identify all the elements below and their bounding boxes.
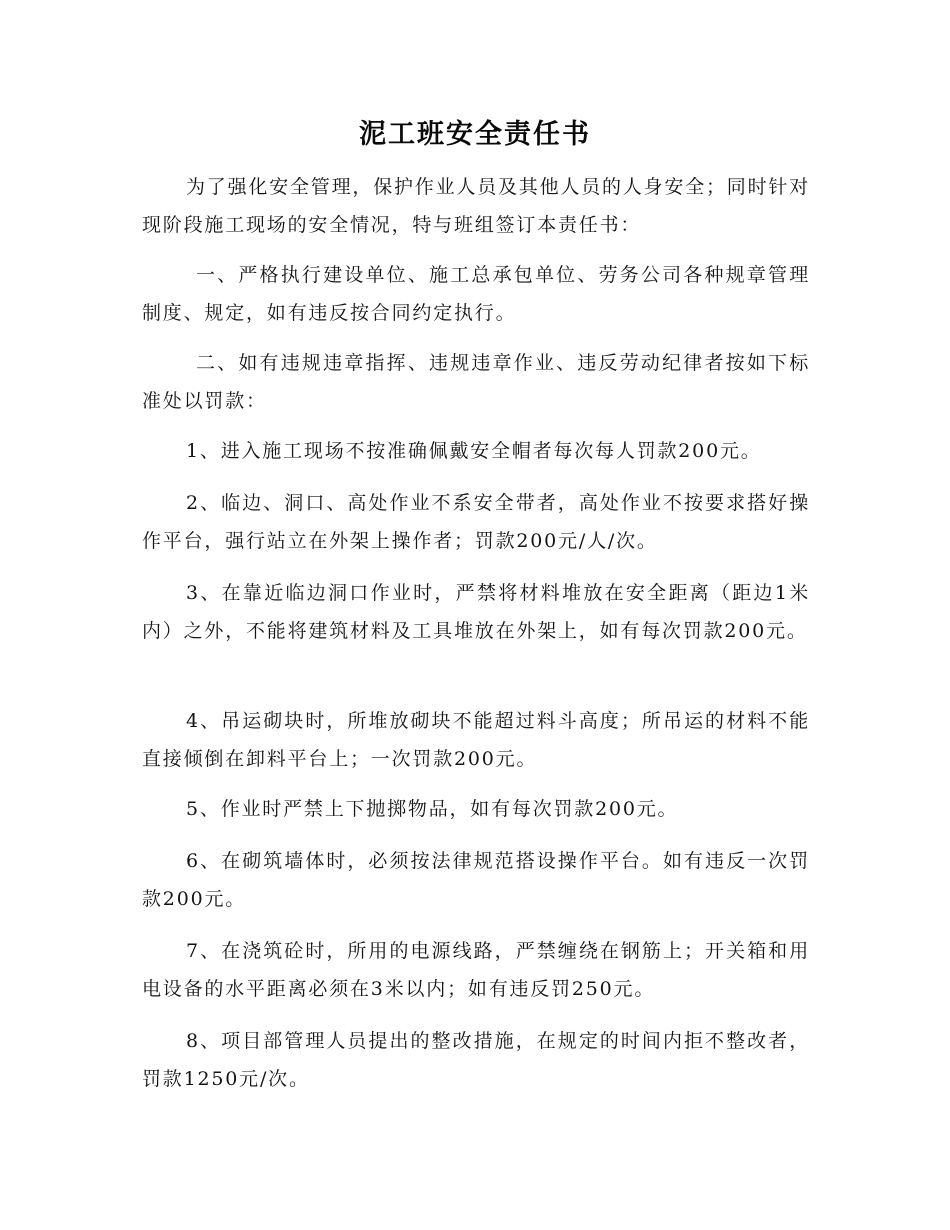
rule-3-paragraph: 3、在靠近临边洞口作业时，严禁将材料堆放在安全距离（距边1米内）之外，不能将建筑材料及工具堆放在外架上，如有每次罚款200元。 (142, 582, 810, 642)
rule-7-paragraph: 7、在浇筑砼时，所用的电源线路，严禁缠绕在钢筋上；开关箱和用电设备的水平距离必须在3米以内；如有违反罚250元。 (142, 940, 810, 1000)
rule-4-paragraph: 4、吊运砌块时，所堆放砌块不能超过料斗高度；所吊运的材料不能直接倾倒在卸料平台上；一次罚款200元。 (142, 710, 810, 770)
rule-2-paragraph: 2、临边、洞口、高处作业不系安全带者，高处作业不按要求搭好操作平台，强行站立在外架上操作者；罚款200元/人/次。 (142, 492, 810, 552)
intro-paragraph: 为了强化安全管理，保护作业人员及其他人员的人身安全；同时针对现阶段施工现场的安全情况，特与班组签订本责任书： (142, 176, 811, 236)
clause-2-paragraph: 二、如有违规违章指挥、违规违章作业、违反劳动纪律者按如下标准处以罚款： (142, 352, 810, 412)
document-title: 泥工班安全责任书 (359, 119, 591, 150)
rule-1-paragraph: 1、进入施工现场不按准确佩戴安全帽者每次每人罚款200元。 (186, 440, 762, 462)
rule-6-paragraph: 6、在砌筑墙体时，必须按法律规范搭设操作平台。如有违反一次罚款200元。 (142, 850, 810, 910)
rule-5-paragraph: 5、作业时严禁上下抛掷物品，如有每次罚款200元。 (186, 798, 679, 820)
clause-1-paragraph: 一、严格执行建设单位、施工总承包单位、劳务公司各种规章管理制度、规定，如有违反按合同约定执行。 (142, 264, 810, 324)
rule-8-paragraph: 8、项目部管理人员提出的整改措施，在规定的时间内拒不整改者，罚款1250元/次。 (142, 1030, 810, 1090)
